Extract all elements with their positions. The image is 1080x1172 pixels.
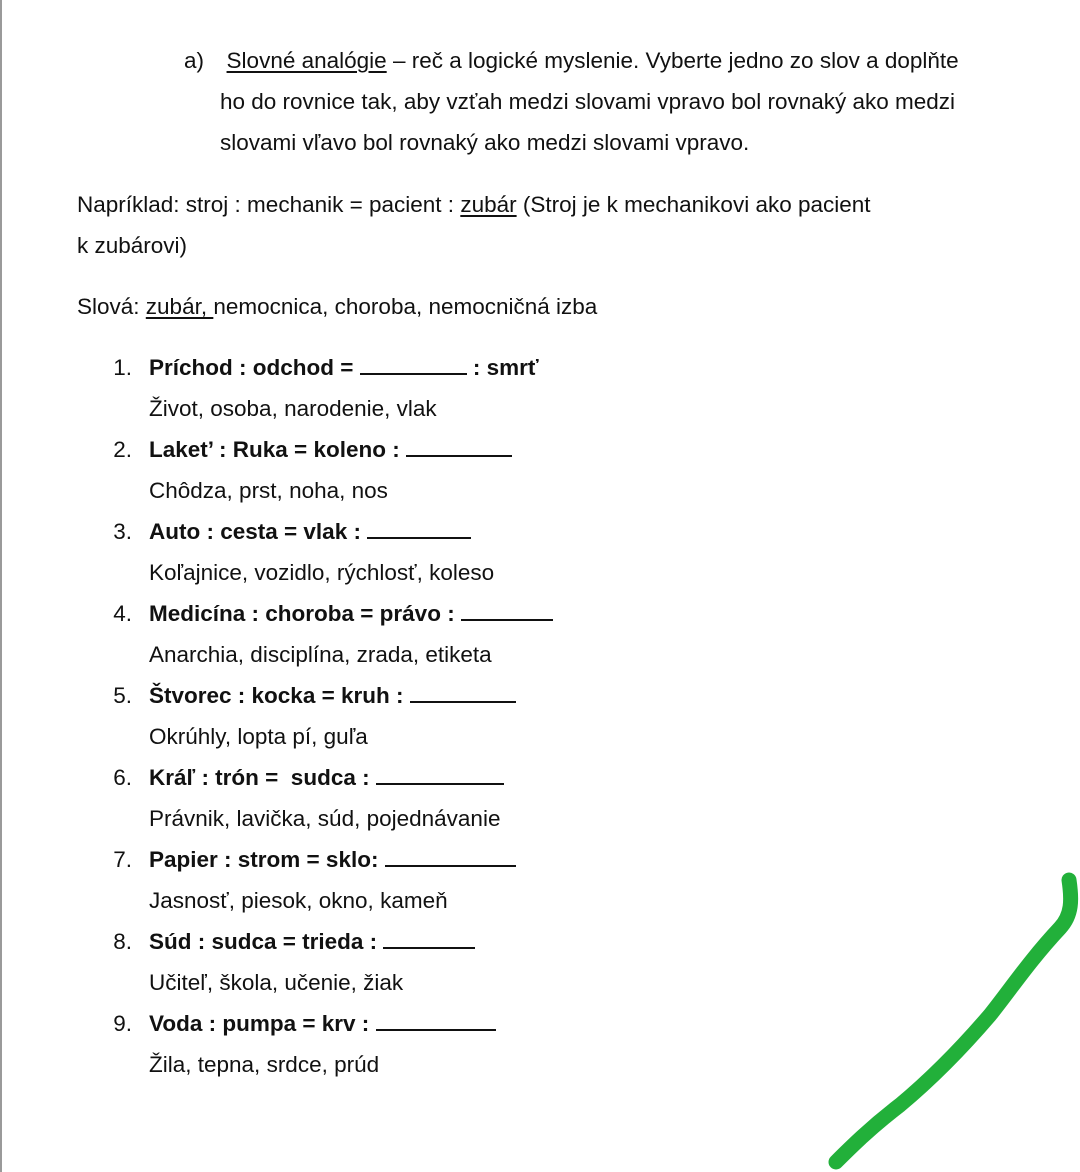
question-text: Súd : sudca = trieda : bbox=[149, 929, 384, 954]
question-options: Okrúhly, lopta pí, guľa bbox=[149, 724, 368, 749]
question-number: 6. bbox=[113, 765, 132, 790]
intro-line-2: ho do rovnice tak, aby vzťah medzi slovami vpravo bol rovnaký ako medzi bbox=[220, 89, 956, 114]
question-number: 2. bbox=[113, 437, 132, 462]
question-text: Voda : pumpa = krv : bbox=[149, 1011, 376, 1036]
question-number: 4. bbox=[113, 601, 132, 626]
question-options: Žila, tepna, srdce, prúd bbox=[149, 1052, 380, 1077]
question-options: Koľajnice, vozidlo, rýchlosť, koleso bbox=[149, 560, 495, 585]
question-options: Jasnosť, piesok, okno, kameň bbox=[149, 888, 448, 913]
example-prefix: Napríklad: stroj : mechanik = pacient : bbox=[77, 192, 461, 217]
question-number: 7. bbox=[113, 847, 132, 872]
pen-stroke-path bbox=[836, 880, 1071, 1162]
question-number: 3. bbox=[113, 519, 132, 544]
question-number: 1. bbox=[113, 355, 132, 380]
question-options: Učiteľ, škola, učenie, žiak bbox=[149, 970, 404, 995]
question-text: Štvorec : kocka = kruh : bbox=[149, 683, 410, 708]
question-text: Auto : cesta = vlak : bbox=[149, 519, 368, 544]
word-list-prefix: Slová: bbox=[77, 294, 146, 319]
question-options: Chôdza, prst, noha, nos bbox=[149, 478, 388, 503]
word-list-underlined: zubár, bbox=[145, 294, 214, 319]
intro-marker: a) bbox=[184, 48, 205, 73]
intro-title: Slovné analógie bbox=[226, 48, 387, 73]
intro-line-3: slovami vľavo bol rovnaký ako medzi slovami vpravo. bbox=[220, 130, 750, 155]
intro-line-1-rest: – reč a logické myslenie. Vyberte jedno zo slov a doplňte bbox=[386, 48, 959, 73]
question-text: Medicína : choroba = právo : bbox=[149, 601, 461, 626]
question-text-after: : smrť bbox=[466, 355, 539, 380]
example-line-2: k zubárovi) bbox=[77, 233, 188, 258]
question-number: 9. bbox=[113, 1011, 132, 1036]
word-list-rest: nemocnica, choroba, nemocničná izba bbox=[213, 294, 598, 319]
question-text: Kráľ : trón = sudca : bbox=[149, 765, 376, 790]
question-number: 8. bbox=[113, 929, 132, 954]
question-options: Právnik, lavička, súd, pojednávanie bbox=[149, 806, 501, 831]
question-options: Život, osoba, narodenie, vlak bbox=[149, 396, 437, 421]
question-text: Papier : strom = sklo: bbox=[149, 847, 385, 872]
question-text: Laket’ : Ruka = koleno : bbox=[149, 437, 406, 462]
question-options: Anarchia, disciplína, zrada, etiketa bbox=[149, 642, 492, 667]
question-text: Príchod : odchod = bbox=[149, 355, 360, 380]
example-suffix: (Stroj je k mechanikovi ako pacient bbox=[516, 192, 871, 217]
example-answer: zubár bbox=[460, 192, 517, 217]
question-number: 5. bbox=[113, 683, 132, 708]
